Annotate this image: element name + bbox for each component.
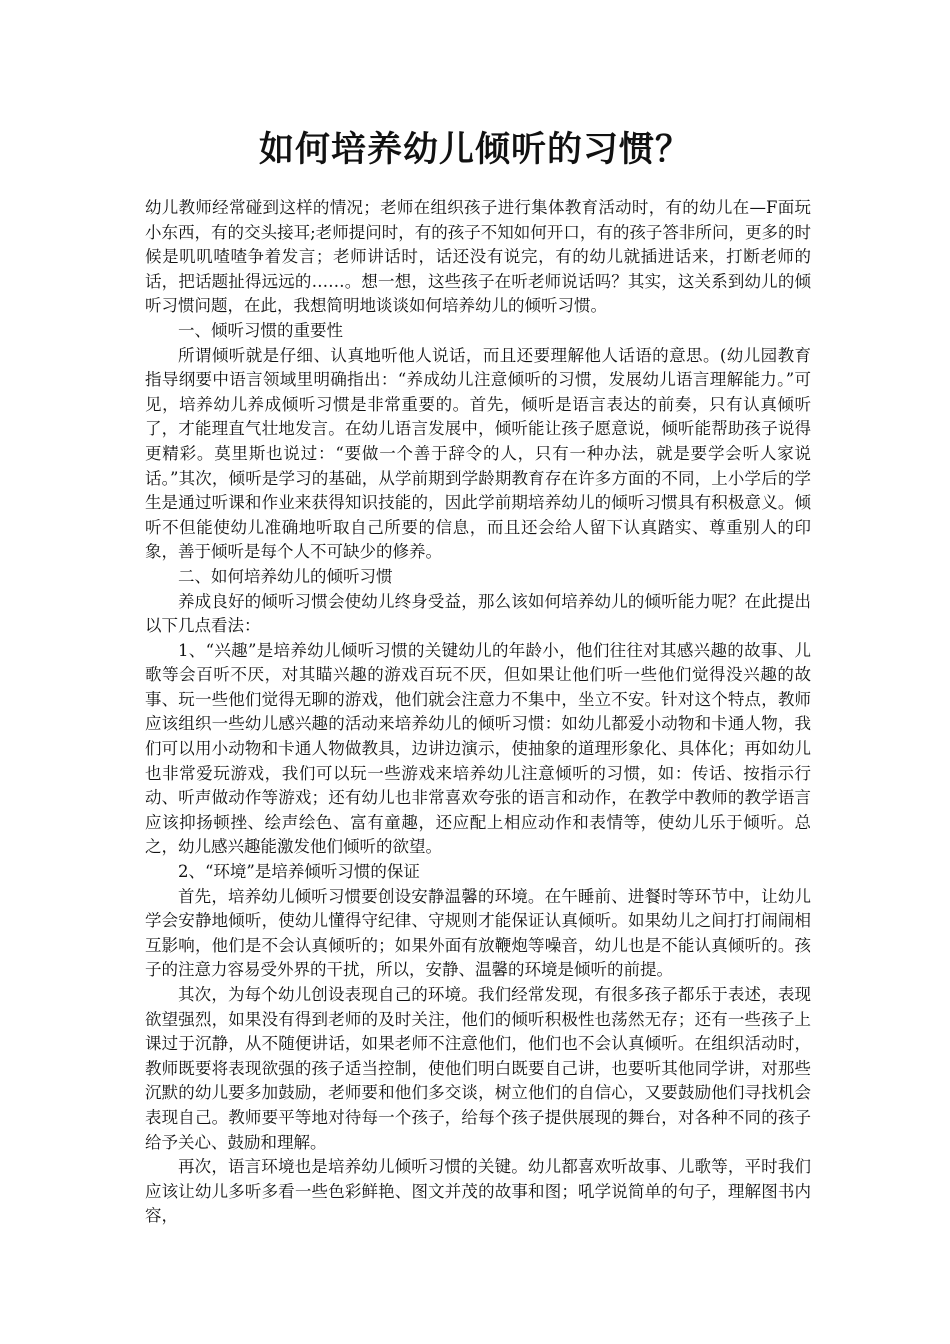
- paragraph-methods-intro: 养成良好的倾听习惯会使幼儿终身受益，那么该如何培养幼儿的倾听能力呢？在此提出以下几点看法：: [145, 591, 811, 636]
- section-heading-importance: 一、倾听习惯的重要性: [178, 320, 343, 340]
- paragraph-importance: 所谓倾听就是仔细、认真地听他人说话，而且还要理解他人话语的意思。(幼儿园教育指导纲要中语言领域里明确指出：“养成幼儿注意倾听的习惯，发展幼儿语言理解能力。”可见，培养幼儿养成倾听习惯是非常重要的。首先，倾听是语言表达的前奏，只有认真倾听了，才能理直气壮地发言。在幼儿语言发展中，倾听能让孩子愿意说，倾听能帮助孩子说得更精彩。莫里斯也说过：“要做一个善于辞令的人，只有一种办法，就是要学会听人家说话。”其次，倾听是学习的基础，从学前期到学龄期教育存在许多方面的不同，上小学后的学生是通过听课和作业来获得知识技能的，因此学前期培养幼儿的倾听习惯具有积极意义。倾听不但能使幼儿准确地听取自己所要的信息，而且还会给人留下认真踏实、尊重别人的印象，善于倾听是每个人不可缺少的修养。: [145, 345, 811, 562]
- document-title: 如何培养幼儿倾听的习惯？: [258, 129, 691, 170]
- subheading-environment: 2、“环境”是培养倾听习惯的保证: [178, 862, 420, 882]
- section-heading-methods: 二、如何培养幼儿的倾听习惯: [178, 566, 393, 586]
- paragraph-environment-first: 首先，培养幼儿倾听习惯要创设安静温馨的环境。在午睡前、进餐时等环节中，让幼儿学会安静地倾听，使幼儿懂得守纪律、守规则才能保证认真倾听。如果幼儿之间打打闹闹相互影响，他们是不会认真倾听的；如果外面有放鞭炮等噪音，幼儿也是不能认真倾听的。孩子的注意力容易受外界的干扰，所以，安静、温馨的环境是倾听的前提。: [145, 886, 811, 980]
- paragraph-environment-third: 再次，语言环境也是培养幼儿倾听习惯的关键。幼儿都喜欢听故事、儿歌等，平时我们应该让幼儿多听多看一些色彩鲜艳、图文并茂的故事和图；吼学说简单的句子，理解图书内容，: [145, 1157, 811, 1226]
- paragraph-environment-second: 其次，为每个幼儿创设表现自己的环境。我们经常发现，有很多孩子都乐于表述，表现欲望强烈，如果没有得到老师的及时关注，他们的倾听积极性也荡然无存；还有一些孩子上课过于沉静，从不随便讲话，如果老师不注意他们，他们也不会认真倾听。在组织活动时，教师既要将表现欲强的孩子适当控制，使他们明白既要自己讲，也要听其他同学讲，对那些沉默的幼儿要多加鼓励，老师要和他们多交谈，树立他们的自信心，又要鼓励他们寻找机会表现自己。教师要平等地对待每一个孩子，给每个孩子提供展现的舞台，对各种不同的孩子给予关心、鼓励和理解。: [145, 985, 811, 1152]
- document-body: [145, 196, 811, 1229]
- paragraph-intro: 幼儿教师经常碰到这样的情况；老师在组织孩子进行集体教育活动时，有的幼儿在—F面玩小东西，有的交头接耳;老师提问时，有的孩子不知如何开口，有的孩子答非所问，更多的时候是叽叽喳喳争着发言；老师讲话时，话还没有说完，有的幼儿就插进话来，打断老师的话，把话题扯得远远的……。想一想，这些孩子在听老师说话吗？其实，这关系到幼儿的倾听习惯问题，在此，我想简明地谈谈如何培养幼儿的倾听习惯。: [145, 198, 811, 316]
- paragraph-interest: 1、“兴趣”是培养幼儿倾听习惯的关键幼儿的年龄小，他们往往对其感兴趣的故事、儿歌等会百听不厌，对其瞄兴趣的游戏百玩不厌，但如果让他们听一些他们觉得没兴趣的故事、玩一些他们觉得无聊的游戏，他们就会注意力不集中，坐立不安。针对这个特点，教师应该组织一些幼儿感兴趣的活动来培养幼儿的倾听习惯：如幼儿都爱小动物和卡通人物，我们可以用小动物和卡通人物做教具，边讲边演示，使抽象的道理形象化、具体化；再如幼儿也非常爱玩游戏，我们可以玩一些游戏来培养幼儿注意倾听的习惯，如：传话、按指示行动、听声做动作等游戏；还有幼儿也非常喜欢夸张的语言和动作，在教学中教师的教学语言应该抑扬顿挫、绘声绘色、富有童趣，还应配上相应动作和表情等，使幼儿乐于倾听。总之，幼儿感兴趣能激发他们倾听的欲望。: [145, 640, 811, 857]
